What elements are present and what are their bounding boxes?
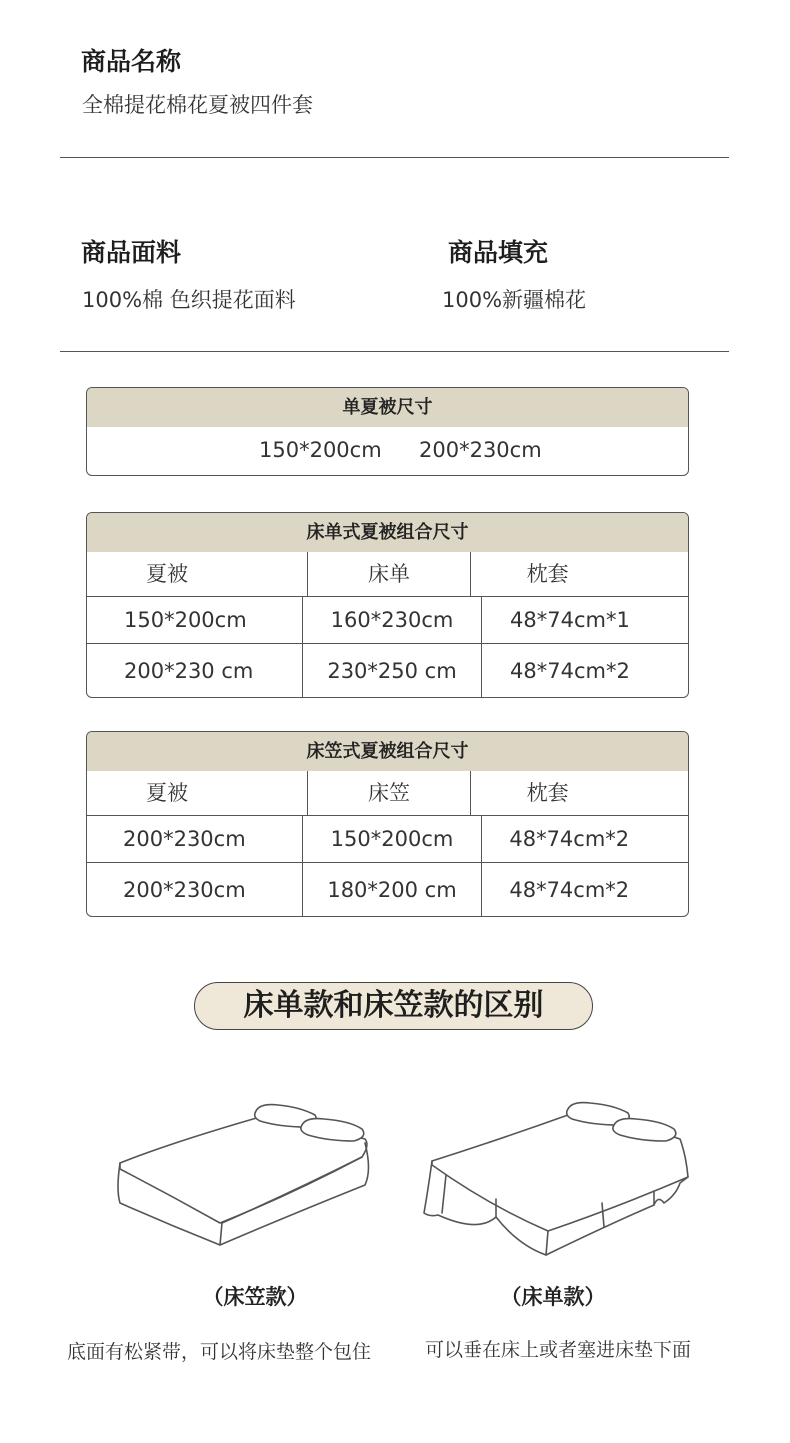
divider bbox=[60, 351, 729, 352]
fabric-value: 100%棉 色织提花面料 bbox=[82, 288, 296, 312]
column-header: 夏被 bbox=[146, 781, 188, 805]
table-cell: 48*74cm*2 bbox=[481, 816, 688, 862]
table-header: 床单式夏被组合尺寸 bbox=[87, 513, 688, 552]
size-value: 150*200cm bbox=[259, 438, 382, 462]
table-row bbox=[87, 643, 688, 698]
table-cell: 230*250 cm bbox=[302, 644, 481, 698]
table-cell: 48*74cm*1 bbox=[481, 597, 688, 643]
table-header-row bbox=[87, 552, 688, 596]
difference-title-pill: 床单款和床笠款的区别 bbox=[194, 982, 593, 1030]
column-header: 夏被 bbox=[146, 562, 188, 586]
product-name-value: 全棉提花棉花夏被四件套 bbox=[82, 93, 313, 117]
table-cell: 200*230cm bbox=[123, 878, 246, 902]
product-name-title: 商品名称 bbox=[81, 47, 182, 76]
divider bbox=[60, 157, 729, 158]
fitted-description: 底面有松紧带，可以将床垫整个包住 bbox=[67, 1341, 372, 1363]
column-header: 枕套 bbox=[470, 552, 688, 596]
filling-title: 商品填充 bbox=[448, 238, 549, 267]
table-row bbox=[87, 427, 688, 474]
table-row bbox=[87, 815, 688, 862]
flat-bed-icon bbox=[418, 1095, 698, 1265]
table-header: 单夏被尺寸 bbox=[87, 388, 688, 427]
table-cell: 48*74cm*2 bbox=[481, 863, 688, 917]
flat-sheet-set-table bbox=[86, 512, 689, 698]
fabric-title: 商品面料 bbox=[81, 238, 182, 267]
table-cell: 200*230 cm bbox=[124, 659, 254, 683]
table-cell: 160*230cm bbox=[302, 597, 481, 643]
fitted-caption: （床笠款） bbox=[202, 1285, 308, 1309]
column-header: 床笠 bbox=[307, 771, 469, 815]
table-cell: 200*230cm bbox=[123, 827, 246, 851]
table-cell: 150*200cm bbox=[124, 608, 247, 632]
filling-value: 100%新疆棉花 bbox=[442, 288, 587, 312]
table-row bbox=[87, 596, 688, 643]
table-row bbox=[87, 862, 688, 917]
single-quilt-size-table bbox=[86, 387, 689, 476]
table-cell: 180*200 cm bbox=[302, 863, 482, 917]
table-header: 床笠式夏被组合尺寸 bbox=[87, 732, 688, 771]
table-cell: 48*74cm*2 bbox=[481, 644, 688, 698]
column-header: 床单 bbox=[307, 552, 469, 596]
flat-description: 可以垂在床上或者塞进床垫下面 bbox=[425, 1339, 692, 1361]
fitted-bed-icon bbox=[110, 1095, 380, 1255]
fitted-sheet-set-table bbox=[86, 731, 689, 917]
table-header-row bbox=[87, 771, 688, 815]
table-cell: 150*200cm bbox=[302, 816, 482, 862]
size-value: 200*230cm bbox=[419, 438, 542, 462]
flat-caption: （床单款） bbox=[500, 1285, 606, 1309]
column-header: 枕套 bbox=[470, 771, 688, 815]
